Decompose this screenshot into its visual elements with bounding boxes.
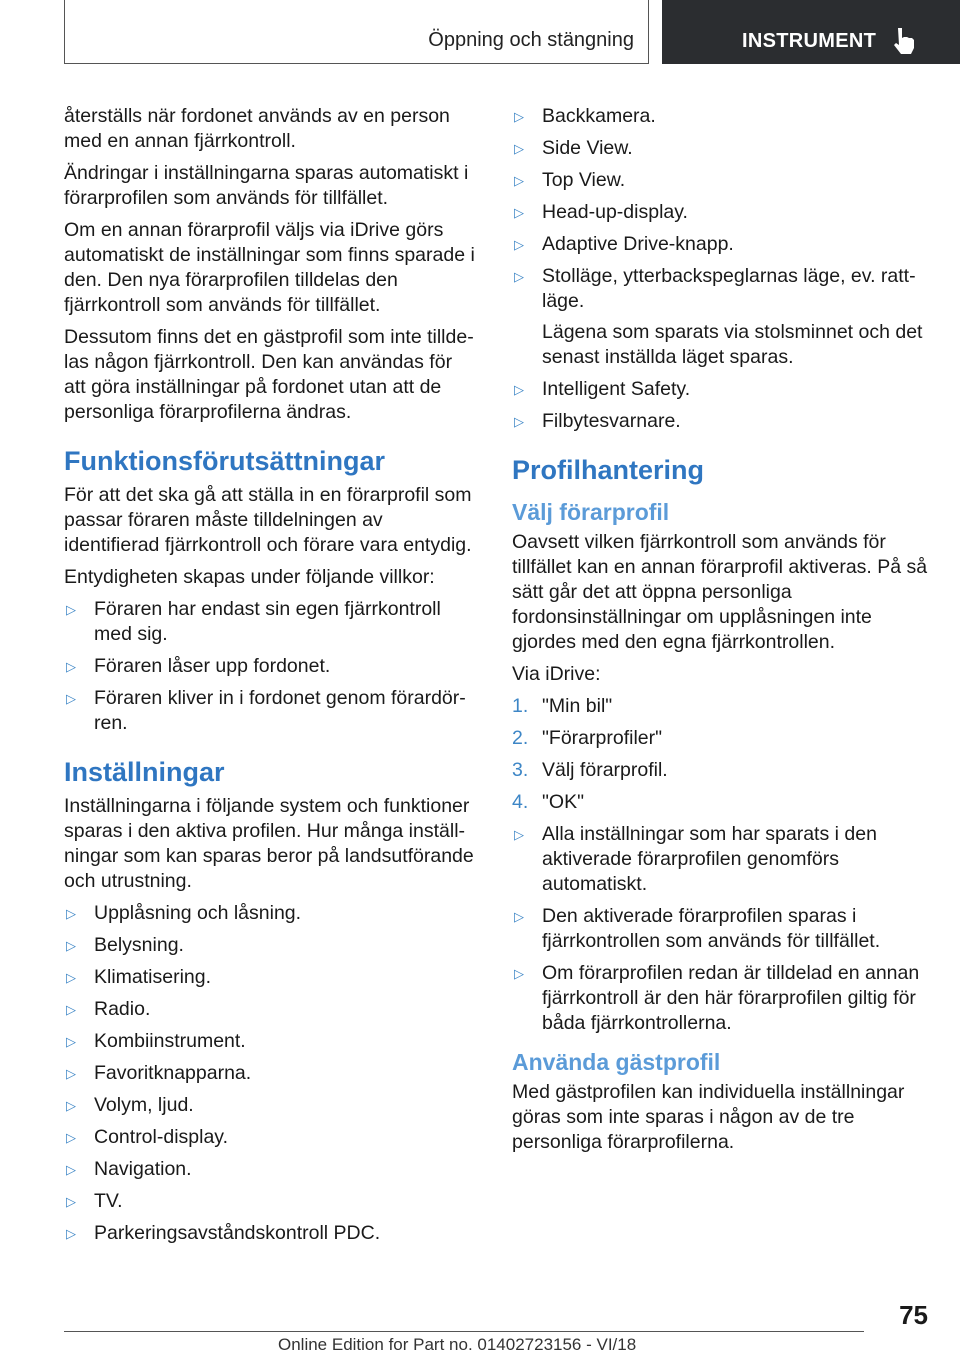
bullet-triangle-icon: ▷ <box>66 1226 76 1241</box>
list-item: ▷ Klimatisering. <box>66 966 212 988</box>
bullet-triangle-icon: ▷ <box>66 1130 76 1145</box>
bullet-triangle-icon: ▷ <box>66 1066 76 1081</box>
bullet-triangle-icon: ▷ <box>66 659 76 674</box>
step-number: 2. <box>512 727 529 749</box>
list-item: ▷ Favoritknapparna. <box>66 1062 252 1084</box>
list-item: ▷ Volym, ljud. <box>66 1094 194 1116</box>
paragraph: Oavsett vilken fjärrkontroll som används för tillfället kan en annan förarprofil aktiveras. På så sätt går det att öppna personliga fordonsinställningar om upplåsningen inte gjordes med den egna fjärrkontrollen. <box>512 531 928 653</box>
bullet-triangle-icon: ▷ <box>514 966 524 981</box>
paragraph: Entydigheten skapas under följande villkor: <box>64 566 435 588</box>
list-item-note: Lägena som sparats via stolsminnet och det senast inställda läget sparas. <box>542 321 923 368</box>
paragraph: Ändringar i inställningarna sparas automatiskt i förarprofilen som används för tillfället. <box>64 162 469 209</box>
bullet-triangle-icon: ▷ <box>514 173 524 188</box>
list-item: ▷ Kombiinstrument. <box>66 1030 246 1052</box>
paragraph: Om en annan förarprofil väljs via iDrive görs automatiskt de inställningar som finns sparade i den. Den nya förarprofilen tilldelas den fjärrkontroll som används för tillfället. <box>64 219 475 316</box>
heading-profilhantering: Profilhantering <box>512 455 705 485</box>
hand-pointer-icon <box>890 26 916 54</box>
paragraph: Via iDrive: <box>512 663 601 685</box>
right-column <box>512 104 928 1162</box>
bullet-triangle-icon: ▷ <box>66 1002 76 1017</box>
paragraph: Med gästprofilen kan individuella inställningar göras som inte sparas i någon av de tre personliga förarprofilerna. <box>512 1081 905 1153</box>
list-item: ▷ Alla inställningar som har sparats i den aktiverade förarprofilen genomförs automatiskt. <box>514 823 877 895</box>
paragraph: Inställningarna i följande system och funktioner sparas i den aktiva profilen. Hur många inställningar som kan sparas beror på landsutförande och utrustning. <box>64 795 474 892</box>
chapter-tab-label: INSTRUMENT <box>742 30 877 52</box>
list-item: ▷ Upplåsning och låsning. <box>66 902 302 924</box>
bullet-triangle-icon: ▷ <box>514 269 524 284</box>
heading-valj-forarprofil: Välj förarprofil <box>512 499 670 525</box>
list-item: ▷ Föraren har endast sin egen fjärrkontroll med sig. <box>66 598 441 645</box>
list-item: ▷ Top View. <box>514 169 626 191</box>
list-item: ▷ Om förarprofilen redan är tilldelad en annan fjärrkontroll är den här förarprofilen giltig för båda fjärrkontrollerna. <box>514 962 920 1034</box>
list-item: ▷ Föraren kliver in i fordonet genom förardörren. <box>66 687 466 734</box>
paragraph: Dessutom finns det en gästprofil som inte tilldelas någon fjärrkontroll. Den kan användas för att göra inställningar på fordonet utan att de personliga förarprofilerna ändras. <box>64 326 474 423</box>
section-tab <box>64 0 649 64</box>
bullet-triangle-icon: ▷ <box>66 602 76 617</box>
section-tab-label: Öppning och stängning <box>428 29 634 51</box>
chapter-tab <box>662 0 960 64</box>
step-number: 1. <box>512 695 529 717</box>
list-item: ▷ Stolläge, ytterbackspeglarnas läge, ev. rattläge. Lägena som sparats via stolsminnet och det senast inställda läget sparas. <box>512 264 928 370</box>
bullet-triangle-icon: ▷ <box>514 909 524 924</box>
list-item: ▷ Föraren låser upp fordonet. <box>66 655 331 677</box>
left-column <box>64 104 478 1253</box>
bullet-triangle-icon: ▷ <box>66 970 76 985</box>
bullet-triangle-icon: ▷ <box>66 1098 76 1113</box>
systems-list-continued <box>512 104 928 434</box>
list-item: ▷ Belysning. <box>66 934 184 956</box>
list-item: ▷ Intelligent Safety. <box>514 378 691 400</box>
list-item: ▷ Control-display. <box>66 1126 229 1148</box>
bullet-triangle-icon: ▷ <box>66 1162 76 1177</box>
list-item: ▷ Filbytesvarnare. <box>514 410 681 432</box>
bullet-triangle-icon: ▷ <box>514 827 524 842</box>
list-item: ▷ Adaptive Drive-knapp. <box>514 233 734 255</box>
step-number: 3. <box>512 759 529 781</box>
step-item: 3. Välj förarprofil. <box>512 759 668 781</box>
bullet-triangle-icon: ▷ <box>514 382 524 397</box>
bullet-triangle-icon: ▷ <box>66 1194 76 1209</box>
edition-footer: Online Edition for Part no. 01402723156 - VI/18 <box>278 1335 637 1354</box>
step-item: 1. "Min bil" <box>512 695 613 717</box>
bullet-triangle-icon: ▷ <box>514 109 524 124</box>
steps-list <box>512 694 928 815</box>
list-item: ▷ Den aktiverade förarprofilen sparas i fjärrkontrollen som används för tillfället. <box>514 905 881 952</box>
footer-divider <box>64 1331 864 1332</box>
heading-installningar: Inställningar <box>64 757 225 787</box>
heading-anvanda-gastprofil: Använda gästprofil <box>512 1049 721 1075</box>
step-item: 2. "Förarprofiler" <box>512 727 663 749</box>
bullet-triangle-icon: ▷ <box>514 205 524 220</box>
heading-funktionsforutsattningar: Funktionsförutsättningar <box>64 446 385 476</box>
list-item: ▷ Head-up-display. <box>514 201 688 223</box>
bullet-triangle-icon: ▷ <box>66 906 76 921</box>
list-item: ▷ Backkamera. <box>514 105 656 127</box>
list-item: ▷ Side View. <box>514 137 633 159</box>
bullet-triangle-icon: ▷ <box>514 414 524 429</box>
bullet-triangle-icon: ▷ <box>514 141 524 156</box>
list-item: ▷ Parkeringsavståndskontroll PDC. <box>66 1222 381 1244</box>
paragraph: För att det ska gå att ställa in en förarprofil som passar föraren måste tilldelningen av identifierad fjärrkontroll och förare vara entydig. <box>64 484 472 556</box>
bullet-triangle-icon: ▷ <box>66 1034 76 1049</box>
systems-list <box>64 901 478 1246</box>
bullet-triangle-icon: ▷ <box>66 938 76 953</box>
bullet-triangle-icon: ▷ <box>66 691 76 706</box>
step-item: 4. "OK" <box>512 791 585 813</box>
bullet-triangle-icon: ▷ <box>514 237 524 252</box>
step-number: 4. <box>512 791 529 813</box>
list-item: ▷ TV. <box>66 1190 123 1212</box>
list-item: ▷ Radio. <box>66 998 151 1020</box>
notes-list <box>512 822 928 1036</box>
paragraph: återställs när fordonet används av en person med en annan fjärrkontroll. <box>64 105 450 152</box>
list-item: ▷ Navigation. <box>66 1158 192 1180</box>
conditions-list <box>64 597 478 736</box>
page-number: 75 <box>899 1300 928 1330</box>
